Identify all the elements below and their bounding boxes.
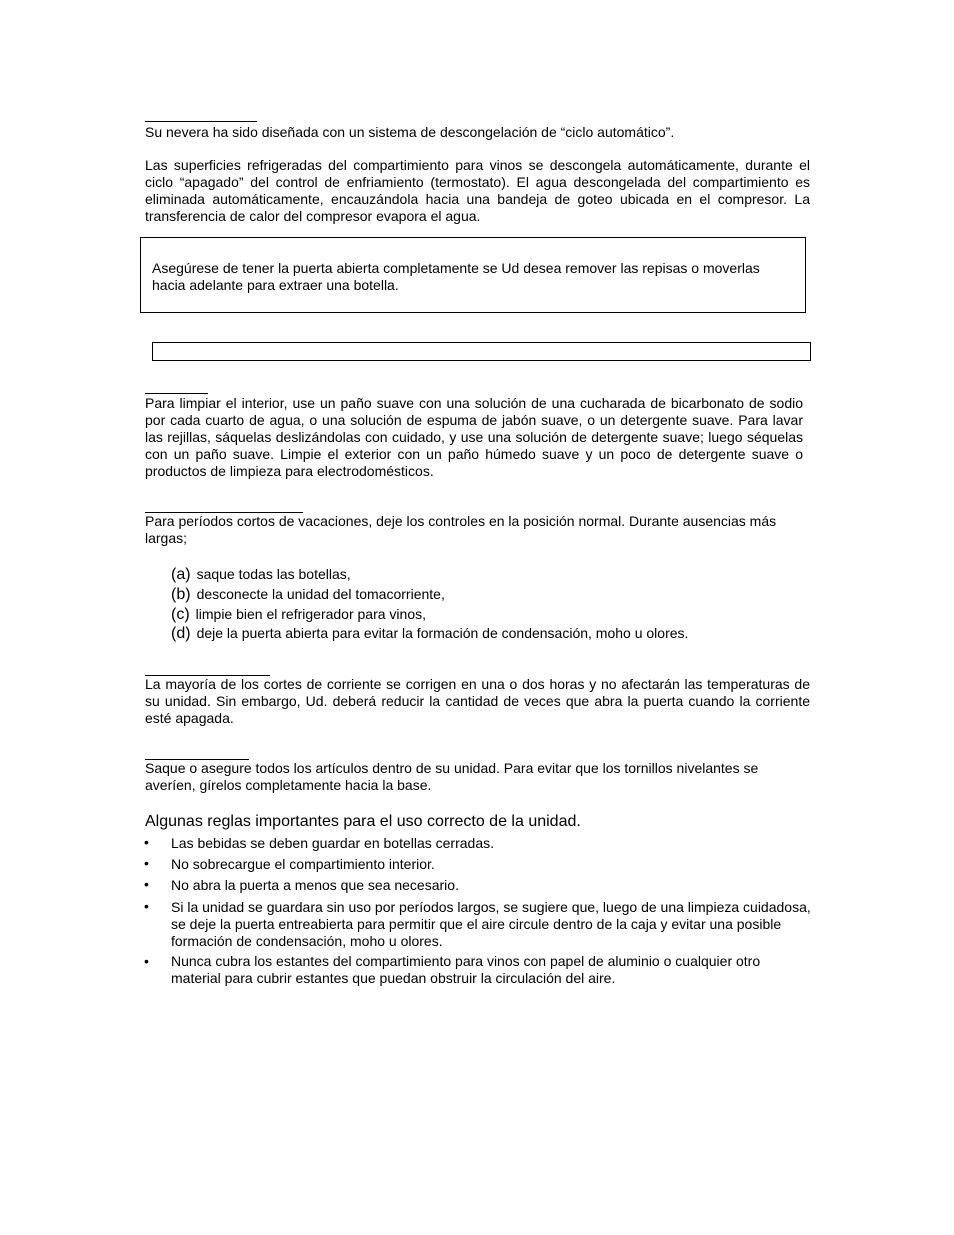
cleaning-heading-rule — [145, 393, 208, 394]
bullet-icon: • — [144, 898, 149, 914]
list-item: No abra la puerta a menos que sea necesario. — [171, 877, 459, 893]
list-letter: (c) — [171, 606, 190, 623]
list-item — [171, 606, 426, 623]
moving-body: Saque o asegure todos los artículos dentro de su unidad. Para evitar que los tornillos nivelantes se averíen, gírelos completamente hacia la base. — [145, 760, 759, 793]
bullet-icon: • — [144, 953, 149, 969]
defrost-intro: Su nevera ha sido diseñada con un sistema de descongelación de “ciclo automático”. — [145, 124, 675, 140]
cleaning-body: Para limpiar el interior, use un paño suave con una solución de una cucharada de bicarbonato de sodio por cada cuarto de agua, o una solución de espuma de jabón suave, o un detergente suave. Para lavar las rejillas, sáquelas deslizándolas con cuidado, y use una solución de detergente suave; luego séquelas con un paño suave. Limpie el exterior con un paño húmedo suave y un poco de detergente suave o productos de limpieza para electrodomésticos. — [145, 395, 803, 479]
list-item: Si la unidad se guardara sin uso por períodos largos, se sugiere que, luego de una limpieza cuidadosa, se deje la puerta entreabierta para permitir que el aire circule dentro de la caja y evitar una posible formación de condensación, moho u olores. — [171, 899, 811, 949]
bullet-icon: • — [144, 876, 149, 892]
list-item — [171, 586, 445, 603]
list-item — [171, 625, 688, 642]
empty-box — [152, 342, 811, 361]
defrost-body: Las superficies refrigeradas del compartimiento para vinos se descongela automáticamente, durante el ciclo “apagado” del control de enfriamiento (termostato). El agua descongelada del compartimiento es eliminada automáticamente, encauzándola hacia una bandeja de goteo ubicada en el compresor. La transferencia de calor del compresor evapora el agua. — [145, 157, 810, 224]
notice-box — [140, 237, 806, 313]
list-item: Nunca cubra los estantes del compartimiento para vinos con papel de aluminio o cualquier otro material para cubrir estantes que puedan obstruir la circulación del aire. — [171, 953, 761, 986]
list-letter: (d) — [171, 625, 191, 642]
list-text: limpie bien el refrigerador para vinos, — [195, 606, 426, 622]
list-text: deje la puerta abierta para evitar la formación de condensación, moho u olores. — [196, 625, 689, 641]
notice-text: Asegúrese de tener la puerta abierta completamente se Ud desea remover las repisas o moverlas hacia adelante para extraer una botella. — [152, 260, 760, 293]
list-text: saque todas las botellas, — [196, 566, 351, 582]
vacation-body: Para períodos cortos de vacaciones, deje los controles en la posición normal. Durante ausencias más largas; — [145, 513, 777, 546]
list-letter: (a) — [171, 566, 191, 583]
bullet-icon: • — [144, 855, 149, 871]
list-text: desconecte la unidad del tomacorriente, — [196, 586, 445, 602]
list-item: Las bebidas se deben guardar en botellas cerradas. — [171, 835, 494, 851]
list-letter: (b) — [171, 586, 191, 603]
power-body: La mayoría de los cortes de corriente se corrigen en una o dos horas y no afectarán las temperaturas de su unidad. Sin embargo, Ud. deberá reducir la cantidad de veces que abra la puerta cuando la corriente esté apagada. — [145, 676, 810, 726]
list-item: No sobrecargue el compartimiento interior. — [171, 856, 435, 872]
bullet-icon: • — [144, 834, 149, 850]
list-item — [171, 566, 351, 583]
defrost-heading-rule — [145, 121, 257, 122]
rules-heading: Algunas reglas importantes para el uso correcto de la unidad. — [145, 813, 581, 830]
